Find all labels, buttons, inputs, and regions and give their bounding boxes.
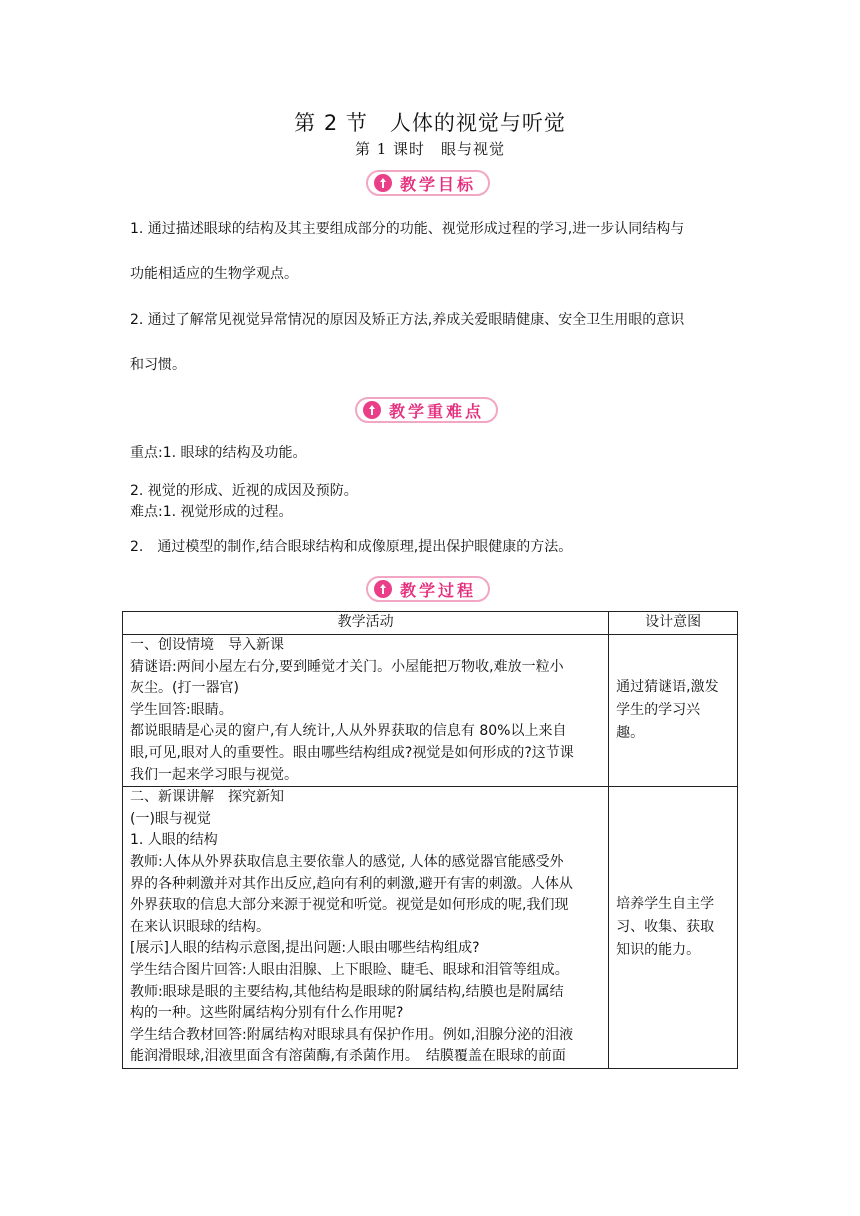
- section-badge-goals: [366, 170, 490, 196]
- table-row: [123, 635, 738, 787]
- intent-cell: [609, 787, 738, 1069]
- key-point-line: 2. 视觉的形成、近视的成因及预防。: [130, 483, 358, 499]
- section-badge-process: [366, 576, 490, 602]
- activity-line: 学生结合教材回答:附属结构对眼球具有保护作用。例如,泪腺分泌的泪液: [130, 1026, 574, 1043]
- activity-line: [展示]人眼的结构示意图,提出问题:人眼由哪些结构组成?: [130, 940, 480, 957]
- intent-line: 习、收集、获取: [616, 919, 715, 936]
- goal-line: 功能相适应的生物学观点。: [130, 266, 298, 282]
- activity-line: 能润滑眼球,泪液里面含有溶菌酶,有杀菌作用。 结膜覆盖在眼球的前面: [130, 1048, 566, 1065]
- goal-line: 和习惯。: [130, 357, 186, 373]
- key-point-line: 2. 通过模型的制作,结合眼球结构和成像原理,提出保护眼健康的方法。: [130, 539, 573, 555]
- activity-line: 都说眼睛是心灵的窗户,有人统计,人从外界获取的信息有 80%以上来自: [130, 723, 567, 740]
- badge-icon: [374, 580, 392, 598]
- activity-line: 外界获取的信息大部分来源于视觉和听觉。视觉是如何形成的呢,我们现: [130, 897, 569, 914]
- activity-cell: [123, 635, 609, 787]
- intent-line: 培养学生自主学: [616, 896, 715, 913]
- table-header-row: [123, 612, 738, 635]
- activity-line: 猜谜语:两间小屋左右分,要到睡觉才关门。小屋能把万物收,难放一粒小: [130, 658, 564, 675]
- section-badge-label: 教学重难点: [389, 401, 485, 421]
- activity-line: 学生结合图片回答:人眼由泪腺、上下眼睑、睫毛、眼球和泪管等组成。: [130, 961, 569, 978]
- column-header-activity: 教学活动: [123, 612, 609, 635]
- activity-line: 学生回答:眼睛。: [130, 701, 233, 718]
- activity-line: 一、创设情境 导入新课: [130, 637, 284, 653]
- activity-line: 灰尘。(打一器官): [130, 680, 239, 697]
- goal-line: 2. 通过了解常见视觉异常情况的原因及矫正方法,养成关爱眼睛健康、安全卫生用眼的意识: [130, 312, 685, 328]
- activity-line: 教师:人体从外界获取信息主要依靠人的感觉, 人体的感觉器官能感受外: [130, 853, 564, 870]
- intent-line: 趣。: [616, 725, 645, 742]
- badge-icon: [363, 401, 381, 419]
- key-point-line: 难点:1. 视觉形成的过程。: [130, 504, 293, 520]
- section-badge-label: 教学过程: [400, 580, 477, 600]
- key-point-line: 重点:1. 眼球的结构及功能。: [130, 445, 307, 461]
- activity-line: 1. 人眼的结构: [130, 832, 218, 849]
- section-badge-label: 教学目标: [400, 174, 477, 194]
- activity-line: 眼,可见,眼对人的重要性。眼由哪些结构组成?视觉是如何形成的?这节课: [130, 744, 574, 761]
- goal-line: 1. 通过描述眼球的结构及其主要组成部分的功能、视觉形成过程的学习,进一步认同结构与: [130, 221, 685, 237]
- activity-line: 在来认识眼球的结构。: [130, 918, 270, 935]
- activity-line: 二、新课讲解 探究新知: [130, 789, 284, 806]
- activity-line: 教师:眼球是眼的主要结构,其他结构是眼球的附属结构,结膜也是附属结: [130, 983, 564, 1000]
- table-row: [123, 787, 738, 1069]
- lesson-process-table: [122, 611, 738, 1069]
- badge-icon: [374, 174, 392, 192]
- activity-line: 我们一起来学习眼与视觉。: [130, 766, 298, 783]
- page-title: 第 2 节 人体的视觉与听觉: [294, 111, 566, 135]
- activity-line: (一)眼与视觉: [130, 810, 211, 827]
- section-badge-key-points: [355, 397, 498, 423]
- intent-line: 知识的能力。: [616, 942, 701, 959]
- column-header-intent: 设计意图: [609, 612, 738, 635]
- intent-line: 学生的学习兴: [616, 702, 701, 719]
- intent-cell: [609, 635, 738, 787]
- activity-line: 构的一种。这些附属结构分别有什么作用呢?: [130, 1005, 404, 1022]
- lesson-subtitle: 第 1 课时 眼与视觉: [354, 140, 506, 158]
- activity-cell: [123, 787, 609, 1069]
- activity-line: 界的各种刺激并对其作出反应,趋向有利的刺激,避开有害的刺激。人体从: [130, 875, 573, 892]
- intent-line: 通过猜谜语,激发: [616, 679, 719, 696]
